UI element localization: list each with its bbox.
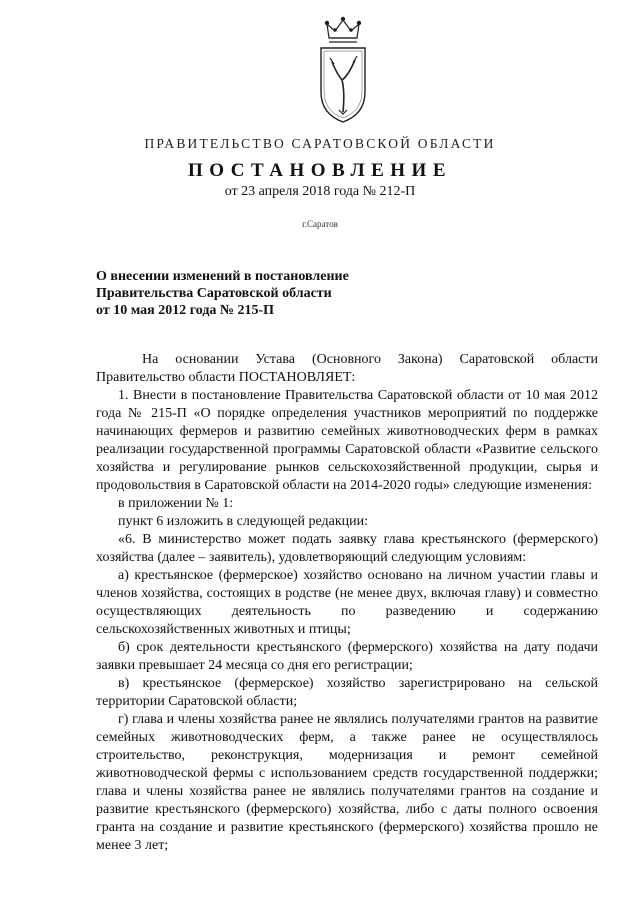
body-paragraph: б) срок деятельности крестьянского (фермерского) хозяйства на дату подачи заявки превышает 24 месяца со дня его регистрации; — [96, 640, 598, 673]
document-date-number: от 23 апреля 2018 года № 212-П — [224, 184, 416, 199]
saratov-coat-of-arms-icon — [315, 14, 371, 126]
body-paragraph: в приложении № 1: — [118, 496, 234, 511]
body-paragraph: На основании Устава (Основного Закона) Саратовской области Правительство области ПОСТАНОВЛЯЕТ: — [96, 352, 598, 385]
subject-line: от 10 мая 2012 года № 215-П — [96, 303, 275, 318]
body-paragraph: 1. Внести в постановление Правительства Саратовской области от 10 мая 2012 года № 215-П «О порядке определения участников мероприятий по поддержке начинающих фермеров и развитию семейных животноводческих ферм в рамках реализации государственной программы Саратовской области «Развитие сельского хозяйства и регулирование рынков сельскохозяйственной продукции, сырья и продовольствия в Саратовской области на 2014-2020 годы» следующие изменения: — [96, 388, 598, 493]
subject-line: Правительства Саратовской области — [96, 286, 332, 301]
body-paragraph: «6. В министерство может подать заявку глава крестьянского (фермерского) хозяйства (далее – заявитель), удовлетворяющий следующим условиям: — [96, 532, 598, 565]
body-paragraph: а) крестьянское (фермерское) хозяйство основано на личном участии главы и членов хозяйства, состоящих в родстве (не менее двух, включая главу) и совместно осуществляющих деятельность по разведению и содержанию сельскохозяйственных животных и птицы; — [96, 568, 598, 637]
body-paragraph: г) глава и члены хозяйства ранее не являлись получателями грантов на развитие семейных животноводческих ферм, а также ранее не осуществлялось строительство, реконструкция, модернизация и ремонт семейной животноводческой фермы с использованием средств государственной поддержки; глава и члены хозяйства ранее не являлись получателями грантов на создание и развитие крестьянского (фермерского) хозяйства, либо с даты полного освоения гранта на создание и развитие крестьянского (фермерского) хозяйства прошло не менее 3 лет; — [96, 712, 598, 853]
government-name: ПРАВИТЕЛЬСТВО САРАТОВСКОЙ ОБЛАСТИ — [144, 136, 496, 151]
document-subject — [96, 268, 416, 319]
document-body — [96, 351, 598, 855]
body-paragraph: в) крестьянское (фермерское) хозяйство зарегистрировано на сельской территории Саратовской области; — [96, 676, 598, 709]
document-type: ПОСТАНОВЛЕНИЕ — [187, 160, 453, 181]
subject-line: О внесении изменений в постановление — [96, 269, 349, 284]
document-city: г.Саратов — [302, 219, 338, 229]
body-paragraph: пункт 6 изложить в следующей редакции: — [118, 514, 368, 529]
